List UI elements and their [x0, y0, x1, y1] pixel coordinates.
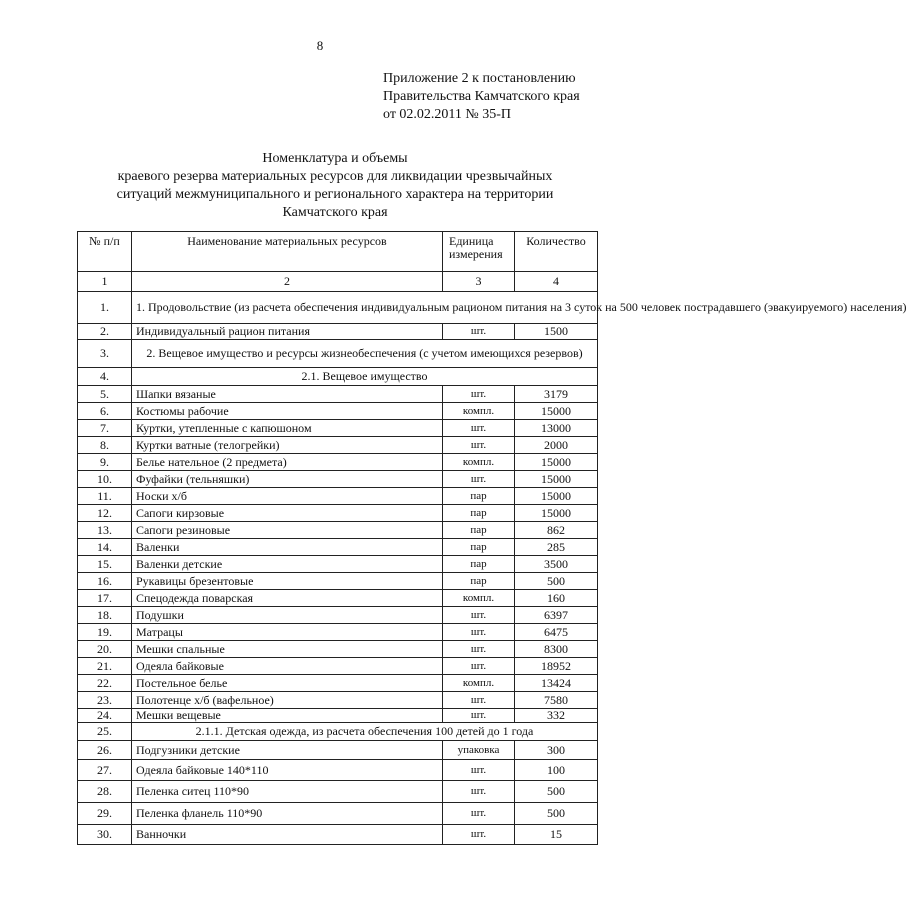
quantity-cell: 500 — [515, 781, 598, 803]
header-quantity: Количество — [515, 232, 598, 272]
resource-name: Одеяла байковые 140*110 — [132, 760, 443, 781]
index-cell: 3 — [443, 272, 515, 292]
table-row — [78, 641, 598, 658]
resource-name: Мешки спальные — [132, 641, 443, 658]
row-number: 16. — [78, 573, 132, 590]
table-row — [78, 692, 598, 709]
title-line: краевого резерва материальных ресурсов для ликвидации чрезвычайных — [117, 169, 553, 184]
resource-name: Ванночки — [132, 825, 443, 845]
row-number: 27. — [78, 760, 132, 781]
row-number: 7. — [78, 420, 132, 437]
table-header-row — [78, 232, 598, 272]
table-row — [78, 420, 598, 437]
row-number: 28. — [78, 781, 132, 803]
appendix-line: Правительства Камчатского края — [383, 89, 580, 104]
quantity-cell: 285 — [515, 539, 598, 556]
row-number: 4. — [78, 368, 132, 386]
quantity-cell: 6397 — [515, 607, 598, 624]
row-number: 10. — [78, 471, 132, 488]
unit-cell: пар — [443, 539, 515, 556]
section-row — [78, 368, 598, 386]
section-row — [78, 340, 598, 368]
table-row — [78, 607, 598, 624]
unit-cell: компл. — [443, 403, 515, 420]
row-number: 19. — [78, 624, 132, 641]
title-line: Номенклатура и объемы — [262, 151, 408, 166]
unit-cell: шт. — [443, 420, 515, 437]
row-number: 2. — [78, 324, 132, 340]
unit-cell: шт. — [443, 692, 515, 709]
row-number: 20. — [78, 641, 132, 658]
unit-cell: компл. — [443, 454, 515, 471]
row-number: 12. — [78, 505, 132, 522]
resource-name: Валенки — [132, 539, 443, 556]
unit-cell: пар — [443, 488, 515, 505]
unit-cell: шт. — [443, 803, 515, 825]
table-row — [78, 505, 598, 522]
resource-name: Постельное белье — [132, 675, 443, 692]
quantity-cell: 15000 — [515, 403, 598, 420]
appendix-block — [383, 70, 580, 124]
quantity-cell: 15000 — [515, 505, 598, 522]
index-cell: 1 — [78, 272, 132, 292]
quantity-cell: 6475 — [515, 624, 598, 641]
resource-name: Одеяла байковые — [132, 658, 443, 675]
row-number: 22. — [78, 675, 132, 692]
quantity-cell: 8300 — [515, 641, 598, 658]
row-number: 21. — [78, 658, 132, 675]
quantity-cell: 300 — [515, 741, 598, 760]
table-row — [78, 522, 598, 539]
unit-cell: пар — [443, 505, 515, 522]
quantity-cell: 18952 — [515, 658, 598, 675]
resource-name: Подушки — [132, 607, 443, 624]
row-number: 14. — [78, 539, 132, 556]
section-title: 2.1. Вещевое имущество — [132, 368, 598, 386]
table-index-row — [78, 272, 598, 292]
resource-name: Пеленка ситец 110*90 — [132, 781, 443, 803]
unit-cell: компл. — [443, 675, 515, 692]
row-number: 15. — [78, 556, 132, 573]
unit-cell: компл. — [443, 590, 515, 607]
title-line: ситуаций межмуниципального и регионального характера на территории — [116, 187, 554, 202]
resource-name: Куртки ватные (телогрейки) — [132, 437, 443, 454]
quantity-cell: 15000 — [515, 471, 598, 488]
header-name: Наименование материальных ресурсов — [132, 232, 443, 272]
section-title: 1. Продовольствие (из расчета обеспечения индивидуальным рационом питания на 3 суток на 500 человек пострадавшего (эвакуируемого) населения) — [132, 292, 598, 324]
resource-name: Валенки детские — [132, 556, 443, 573]
table-row — [78, 624, 598, 641]
unit-cell: шт. — [443, 607, 515, 624]
unit-cell: шт. — [443, 471, 515, 488]
quantity-cell: 3179 — [515, 386, 598, 403]
index-cell: 2 — [132, 272, 443, 292]
resource-name: Сапоги кирзовые — [132, 505, 443, 522]
quantity-cell: 15000 — [515, 454, 598, 471]
table-row — [78, 488, 598, 505]
appendix-line: Приложение 2 к постановлению — [383, 71, 576, 86]
unit-cell: шт. — [443, 658, 515, 675]
unit-cell: упаковка — [443, 741, 515, 760]
row-number: 6. — [78, 403, 132, 420]
table-row — [78, 539, 598, 556]
index-cell: 4 — [515, 272, 598, 292]
quantity-cell: 500 — [515, 573, 598, 590]
resource-name: Костюмы рабочие — [132, 403, 443, 420]
table-row — [78, 760, 598, 781]
resource-name: Подгузники детские — [132, 741, 443, 760]
resource-name: Матрацы — [132, 624, 443, 641]
appendix-line: от 02.02.2011 № 35-П — [383, 107, 512, 122]
table-row — [78, 741, 598, 760]
resource-name: Спецодежда поварская — [132, 590, 443, 607]
resources-table — [77, 231, 907, 845]
title-line: Камчатского края — [282, 205, 388, 220]
resource-name: Полотенце х/б (вафельное) — [132, 692, 443, 709]
row-number: 8. — [78, 437, 132, 454]
page-number: 8 — [316, 38, 324, 53]
unit-cell: пар — [443, 522, 515, 539]
unit-cell: шт. — [443, 781, 515, 803]
row-number: 23. — [78, 692, 132, 709]
resource-name: Шапки вязаные — [132, 386, 443, 403]
resource-name: Куртки, утепленные с капюшоном — [132, 420, 443, 437]
unit-cell: шт. — [443, 641, 515, 658]
table-row — [78, 590, 598, 607]
row-number: 26. — [78, 741, 132, 760]
unit-cell: шт. — [443, 437, 515, 454]
quantity-cell: 13424 — [515, 675, 598, 692]
header-unit: Единица измерения — [443, 232, 515, 272]
unit-cell: пар — [443, 573, 515, 590]
row-number: 25. — [78, 723, 132, 741]
unit-cell: шт. — [443, 760, 515, 781]
unit-cell: шт. — [443, 386, 515, 403]
table-row — [78, 471, 598, 488]
table-row — [78, 403, 598, 420]
table-row — [78, 386, 598, 403]
quantity-cell: 2000 — [515, 437, 598, 454]
section-title: 2. Вещевое имущество и ресурсы жизнеобеспечения (с учетом имеющихся резервов) — [132, 340, 598, 368]
resource-name: Индивидуальный рацион питания — [132, 324, 443, 340]
unit-cell: шт. — [443, 709, 515, 723]
row-number: 30. — [78, 825, 132, 845]
section-row — [78, 292, 598, 324]
resource-name: Фуфайки (тельняшки) — [132, 471, 443, 488]
row-number: 11. — [78, 488, 132, 505]
quantity-cell: 13000 — [515, 420, 598, 437]
quantity-cell: 15000 — [515, 488, 598, 505]
row-number: 18. — [78, 607, 132, 624]
row-number: 3. — [78, 340, 132, 368]
table-row — [78, 709, 598, 723]
resource-name: Носки х/б — [132, 488, 443, 505]
quantity-cell: 160 — [515, 590, 598, 607]
unit-cell: шт. — [443, 624, 515, 641]
resource-name: Сапоги резиновые — [132, 522, 443, 539]
row-number: 5. — [78, 386, 132, 403]
table-row — [78, 573, 598, 590]
quantity-cell: 500 — [515, 803, 598, 825]
table-row — [78, 675, 598, 692]
resource-name: Пеленка фланель 110*90 — [132, 803, 443, 825]
table-row — [78, 454, 598, 471]
row-number: 13. — [78, 522, 132, 539]
unit-cell: пар — [443, 556, 515, 573]
table-row — [78, 803, 598, 825]
quantity-cell: 100 — [515, 760, 598, 781]
table-row — [78, 556, 598, 573]
table-row — [78, 781, 598, 803]
document-title — [90, 150, 580, 222]
row-number: 29. — [78, 803, 132, 825]
row-number: 24. — [78, 709, 132, 723]
section-row — [78, 723, 598, 741]
section-title: 2.1.1. Детская одежда, из расчета обеспечения 100 детей до 1 года — [132, 723, 598, 741]
unit-cell: шт. — [443, 324, 515, 340]
quantity-cell: 7580 — [515, 692, 598, 709]
resource-name: Рукавицы брезентовые — [132, 573, 443, 590]
table-row — [78, 825, 598, 845]
quantity-cell: 332 — [515, 709, 598, 723]
row-number: 1. — [78, 292, 132, 324]
row-number: 9. — [78, 454, 132, 471]
quantity-cell: 1500 — [515, 324, 598, 340]
table-row — [78, 658, 598, 675]
quantity-cell: 862 — [515, 522, 598, 539]
quantity-cell: 3500 — [515, 556, 598, 573]
resource-name: Мешки вещевые — [132, 709, 443, 723]
table-row — [78, 324, 598, 340]
unit-cell: шт. — [443, 825, 515, 845]
quantity-cell: 15 — [515, 825, 598, 845]
table-row — [78, 437, 598, 454]
header-number: № п/п — [78, 232, 132, 272]
resource-name: Белье нательное (2 предмета) — [132, 454, 443, 471]
row-number: 17. — [78, 590, 132, 607]
